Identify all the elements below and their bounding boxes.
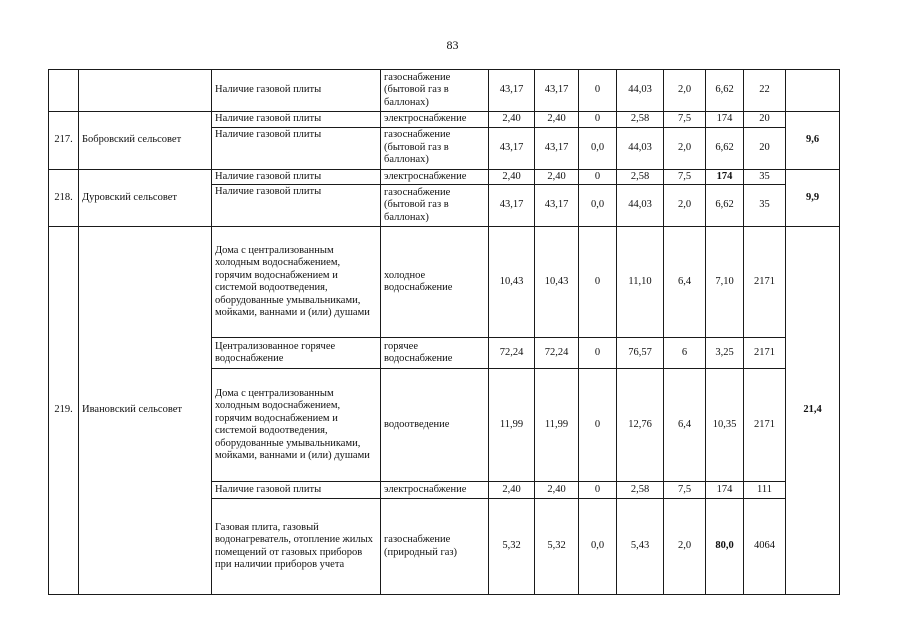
utility-service: холодное водоснабжение [381, 227, 489, 338]
utility-service: электроснабжение [381, 482, 489, 499]
utility-service: горячее водоснабжение [381, 338, 489, 369]
utility-service: электроснабжение [381, 169, 489, 185]
value-cell: 10,35 [706, 369, 744, 482]
value-cell: 72,24 [489, 338, 535, 369]
value-cell: 0 [579, 338, 617, 369]
value-cell: 2,40 [535, 112, 579, 128]
value-cell: 0 [579, 482, 617, 499]
value-cell: 35 [744, 169, 786, 185]
value-cell: 80,0 [706, 499, 744, 595]
row-number: 219. [49, 227, 79, 595]
row-number [49, 70, 79, 112]
value-cell: 174 [706, 169, 744, 185]
value-cell: 0,0 [579, 185, 617, 227]
value-cell: 2,0 [664, 185, 706, 227]
value-cell: 20 [744, 127, 786, 169]
value-cell: 43,17 [489, 185, 535, 227]
value-cell: 174 [706, 112, 744, 128]
table-row [49, 70, 840, 112]
value-cell: 11,10 [617, 227, 664, 338]
total-cell: 9,9 [786, 169, 840, 227]
value-cell: 2,40 [535, 482, 579, 499]
value-cell: 5,32 [489, 499, 535, 595]
housing-description: Централизованное горячее водоснабжение [212, 338, 381, 369]
value-cell: 0 [579, 112, 617, 128]
value-cell: 72,24 [535, 338, 579, 369]
housing-description: Газовая плита, газовый водонагреватель, отопление жилых помещений от газовых приборов при наличии приборов учета [212, 499, 381, 595]
table-row [49, 169, 840, 185]
value-cell: 2171 [744, 338, 786, 369]
settlement-name: Дуровский сельсовет [79, 169, 212, 227]
table-row [49, 112, 840, 128]
housing-description: Наличие газовой плиты [212, 112, 381, 128]
value-cell: 44,03 [617, 185, 664, 227]
settlement-name: Ивановский сельсовет [79, 227, 212, 595]
value-cell: 0 [579, 227, 617, 338]
value-cell: 43,17 [535, 185, 579, 227]
value-cell: 35 [744, 185, 786, 227]
value-cell: 2,40 [489, 482, 535, 499]
value-cell: 20 [744, 112, 786, 128]
value-cell: 6,4 [664, 369, 706, 482]
settlement-name [79, 70, 212, 112]
value-cell: 0 [579, 369, 617, 482]
value-cell: 174 [706, 482, 744, 499]
total-cell: 9,6 [786, 112, 840, 170]
housing-description: Наличие газовой плиты [212, 169, 381, 185]
utility-service: газоснабжение (бытовой газ в баллонах) [381, 185, 489, 227]
value-cell: 10,43 [489, 227, 535, 338]
housing-description: Наличие газовой плиты [212, 70, 381, 112]
value-cell: 2171 [744, 227, 786, 338]
tariff-table [48, 69, 840, 595]
value-cell: 6,62 [706, 127, 744, 169]
value-cell: 22 [744, 70, 786, 112]
value-cell: 6,62 [706, 70, 744, 112]
value-cell: 43,17 [535, 127, 579, 169]
value-cell: 0 [579, 169, 617, 185]
value-cell: 2,58 [617, 112, 664, 128]
row-number: 218. [49, 169, 79, 227]
value-cell: 6,62 [706, 185, 744, 227]
value-cell: 12,76 [617, 369, 664, 482]
table-row [49, 227, 840, 338]
utility-service: электроснабжение [381, 112, 489, 128]
value-cell: 76,57 [617, 338, 664, 369]
value-cell: 11,99 [535, 369, 579, 482]
value-cell: 0,0 [579, 127, 617, 169]
housing-description: Наличие газовой плиты [212, 185, 381, 227]
value-cell: 2,0 [664, 499, 706, 595]
value-cell: 43,17 [489, 70, 535, 112]
value-cell: 7,10 [706, 227, 744, 338]
value-cell: 7,5 [664, 169, 706, 185]
utility-service: водоотведение [381, 369, 489, 482]
value-cell: 4064 [744, 499, 786, 595]
total-cell [786, 70, 840, 112]
value-cell: 2,40 [535, 169, 579, 185]
value-cell: 2,0 [664, 70, 706, 112]
value-cell: 2,40 [489, 169, 535, 185]
value-cell: 2,40 [489, 112, 535, 128]
housing-description: Наличие газовой плиты [212, 482, 381, 499]
value-cell: 2,58 [617, 482, 664, 499]
value-cell: 111 [744, 482, 786, 499]
value-cell: 5,43 [617, 499, 664, 595]
value-cell: 44,03 [617, 127, 664, 169]
utility-service: газоснабжение (бытовой газ в баллонах) [381, 70, 489, 112]
value-cell: 2,0 [664, 127, 706, 169]
value-cell: 0,0 [579, 499, 617, 595]
page-number: 83 [446, 38, 459, 52]
housing-description: Наличие газовой плиты [212, 127, 381, 169]
value-cell: 5,32 [535, 499, 579, 595]
value-cell: 0 [579, 70, 617, 112]
settlement-name: Бобровский сельсовет [79, 112, 212, 170]
value-cell: 11,99 [489, 369, 535, 482]
utility-service: газоснабжение (природный газ) [381, 499, 489, 595]
value-cell: 44,03 [617, 70, 664, 112]
value-cell: 3,25 [706, 338, 744, 369]
utility-service: газоснабжение (бытовой газ в баллонах) [381, 127, 489, 169]
value-cell: 2,58 [617, 169, 664, 185]
housing-description: Дома с централизованным холодным водоснабжением, горячим водоснабжением и системой водоотведения, оборудованные умывальниками, мойками, ваннами и (или) душами [212, 227, 381, 338]
row-number: 217. [49, 112, 79, 170]
total-cell: 21,4 [786, 227, 840, 595]
value-cell: 7,5 [664, 482, 706, 499]
value-cell: 43,17 [489, 127, 535, 169]
value-cell: 2171 [744, 369, 786, 482]
value-cell: 43,17 [535, 70, 579, 112]
value-cell: 6,4 [664, 227, 706, 338]
value-cell: 6 [664, 338, 706, 369]
housing-description: Дома с централизованным холодным водоснабжением, горячим водоснабжением и системой водоотведения, оборудованные умывальниками, мойками, ваннами и (или) душами [212, 369, 381, 482]
value-cell: 7,5 [664, 112, 706, 128]
value-cell: 10,43 [535, 227, 579, 338]
